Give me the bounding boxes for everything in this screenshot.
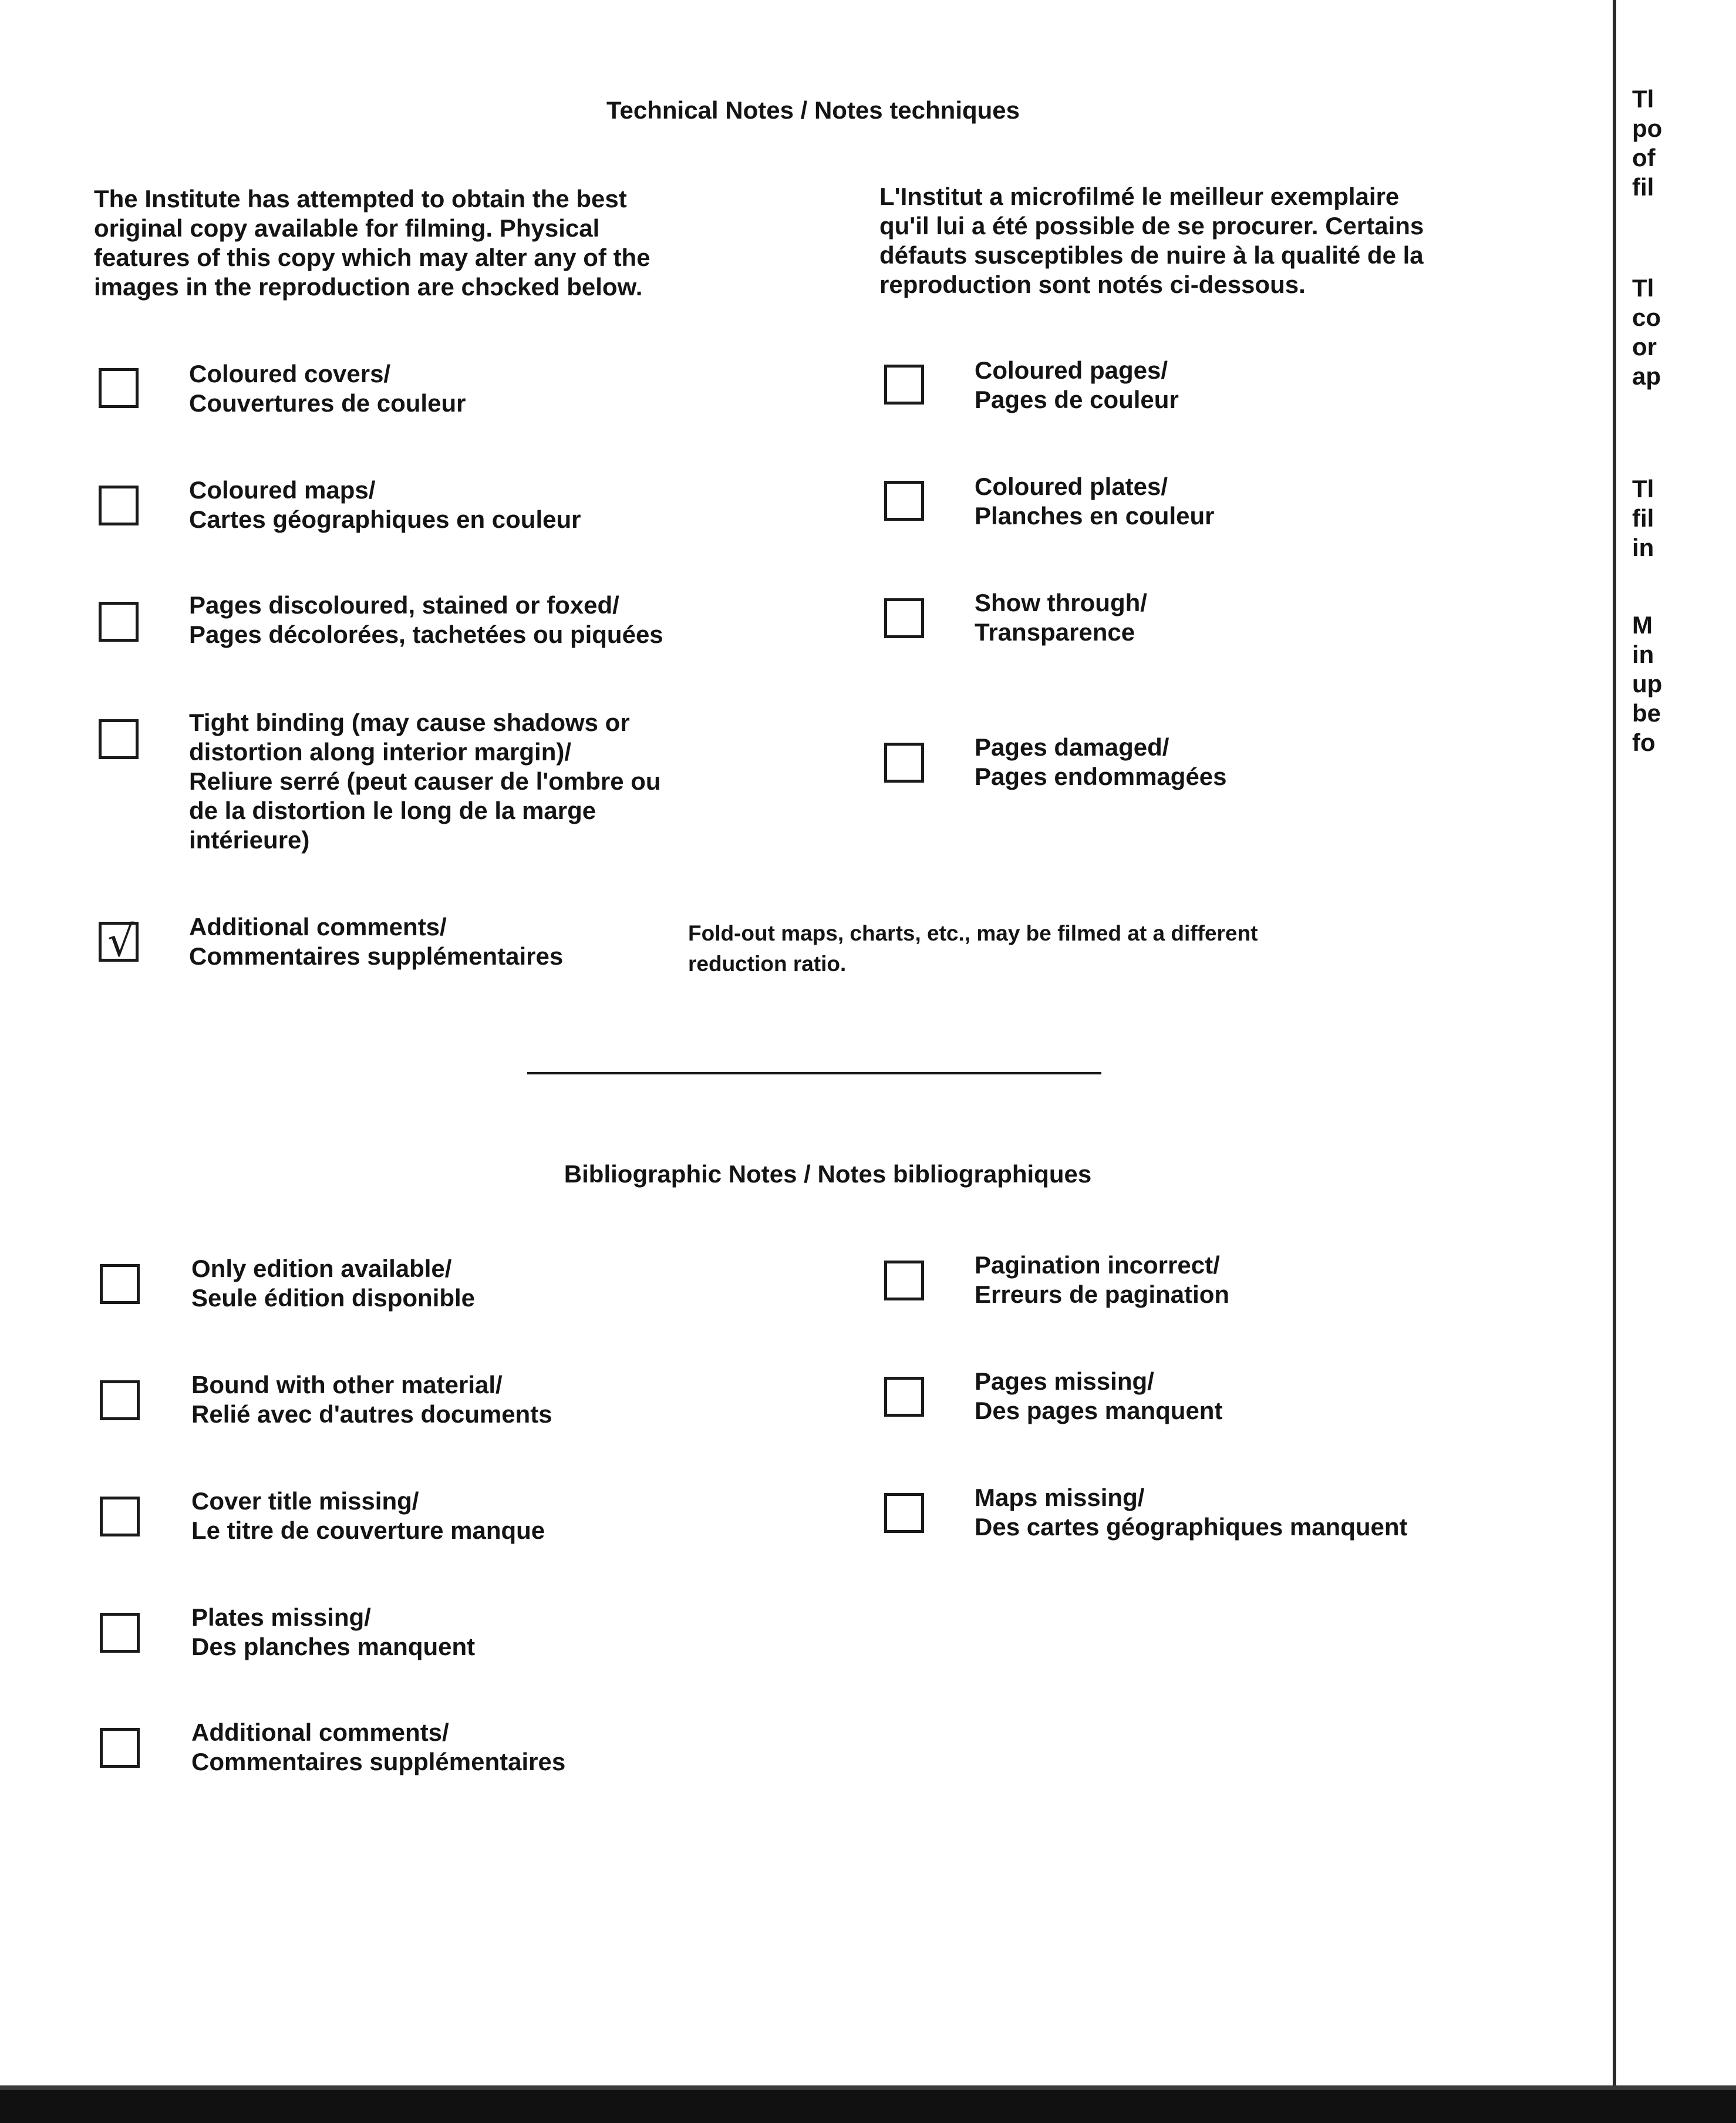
intro-fr-line: reproduction sont notés ci-dessous. (879, 271, 1306, 298)
plates-missing-label: Plates missing/ Des planches manquent (191, 1603, 476, 1660)
additional-comments-technical-checkbox[interactable] (99, 922, 139, 962)
pages-missing-label: Pages missing/ Des pages manquent (975, 1367, 1223, 1424)
additional-comments-bibliographic-label: Additional comments/ Commentaires supplémentaires (191, 1718, 566, 1775)
coloured-plates-label: Coloured plates/ Planches en couleur (975, 473, 1215, 530)
bound-with-other-material-label: Bound with other material/ Relié avec d'autres documents (191, 1371, 552, 1428)
only-edition-checkbox[interactable] (100, 1264, 140, 1304)
intro-french (879, 182, 1424, 299)
intro-english (94, 184, 650, 302)
show-through-checkbox[interactable] (884, 598, 924, 638)
pagination-incorrect-checkbox[interactable] (884, 1261, 924, 1300)
intro-en-line: original copy available for filming. Physical (94, 214, 600, 242)
technical-notes-heading: Technical Notes / Notes techniques (606, 96, 1020, 124)
intro-en-line: images in the reproduction are chɔcked below. (94, 273, 643, 301)
intro-fr-line: qu'il lui a été possible de se procurer. Certains (879, 212, 1424, 240)
only-edition-label: Only edition available/ Seule édition disponible (191, 1255, 476, 1312)
maps-missing-label: Maps missing/ Des cartes géographiques manquent (975, 1484, 1408, 1541)
pages-discoloured-checkbox[interactable] (99, 602, 139, 642)
plates-missing-checkbox[interactable] (100, 1613, 140, 1653)
pages-missing-checkbox[interactable] (884, 1377, 924, 1417)
maps-missing-checkbox[interactable] (884, 1493, 924, 1533)
intro-fr-line: L'Institut a microfilmé le meilleur exemplaire (879, 183, 1400, 210)
adjacent-page-fragment: M in up be fo (1632, 611, 1663, 756)
pages-discoloured-label: Pages discoloured, stained or foxed/ Pages décolorées, tachetées ou piquées (189, 591, 663, 648)
coloured-plates-checkbox[interactable] (884, 481, 924, 521)
cover-title-missing-label: Cover title missing/ Le titre de couverture manque (191, 1487, 545, 1544)
adjacent-page-fragment: Tl fil in (1632, 475, 1654, 561)
show-through-label: Show through/ Transparence (975, 589, 1147, 646)
bound-with-other-material-checkbox[interactable] (100, 1380, 140, 1420)
additional-comments-bibliographic-checkbox[interactable] (100, 1728, 140, 1768)
coloured-covers-checkbox[interactable] (99, 368, 139, 408)
tight-binding-checkbox[interactable] (99, 719, 139, 759)
adjacent-page-fragment: Tl co or ap (1632, 274, 1661, 390)
pages-damaged-checkbox[interactable] (884, 743, 924, 783)
coloured-maps-checkbox[interactable] (99, 486, 139, 525)
page-edge-rule (1613, 0, 1616, 2090)
tight-binding-label: Tight binding (may cause shadows or distortion along interior margin)/ Reliure serré (peut causer de l'ombre ou de la distortion le long de la marge intérieure) (189, 709, 661, 854)
intro-en-line: The Institute has attempted to obtain the best (94, 185, 627, 213)
section-divider (527, 1072, 1101, 1074)
coloured-pages-checkbox[interactable] (884, 365, 924, 405)
coloured-pages-label: Coloured pages/ Pages de couleur (975, 356, 1179, 413)
scan-bottom-band (0, 2090, 1736, 2123)
intro-fr-line: défauts susceptibles de nuire à la qualité de la (879, 241, 1424, 269)
pages-damaged-label: Pages damaged/ Pages endommagées (975, 733, 1227, 790)
adjacent-page-fragment: Tl po of fil (1632, 85, 1663, 201)
coloured-covers-label: Coloured covers/ Couvertures de couleur (189, 360, 466, 417)
intro-en-line: features of this copy which may alter any of the (94, 244, 650, 271)
additional-comments-technical-label: Additional comments/ Commentaires supplémentaires (189, 913, 564, 970)
additional-comments-note: Fold-out maps, charts, etc., may be filmed at a different reduction ratio. (688, 921, 1258, 976)
pagination-incorrect-label: Pagination incorrect/ Erreurs de pagination (975, 1251, 1230, 1308)
coloured-maps-label: Coloured maps/ Cartes géographiques en couleur (189, 476, 581, 533)
bibliographic-notes-heading: Bibliographic Notes / Notes bibliographiques (564, 1160, 1092, 1188)
cover-title-missing-checkbox[interactable] (100, 1497, 140, 1536)
